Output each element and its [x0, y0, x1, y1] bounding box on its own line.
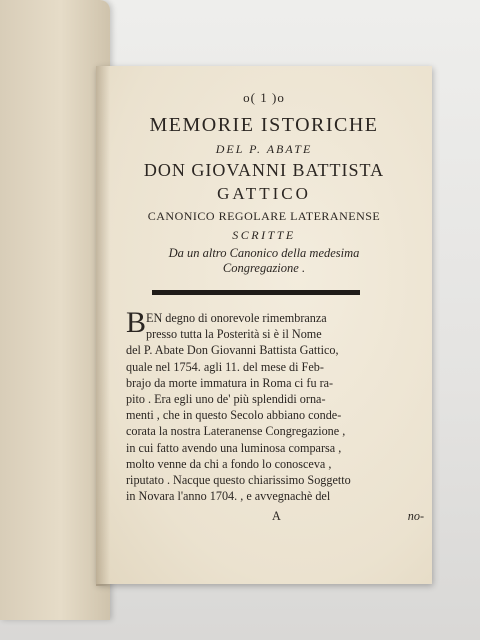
- title-line-1: MEMORIE ISTORICHE: [149, 114, 379, 136]
- body-line: molto venne da chi a fondo lo conosceva ,: [126, 456, 332, 471]
- ornamental-rule: [152, 290, 360, 295]
- first-line-text: EN degno di onorevole rimembranza: [146, 311, 327, 325]
- body-line: menti , che in questo Secolo abbiano conde-: [126, 408, 342, 423]
- body-line: in cui fatto avendo una luminosa comparsa ,: [126, 440, 342, 455]
- body-line: riputato . Nacque questo chiarissimo Soggetto: [126, 472, 351, 487]
- spine-shadow: [96, 66, 110, 586]
- page-number: o( 1 )o: [243, 90, 285, 105]
- body-line: corata la nostra Lateranense Congregazione ,: [126, 424, 346, 439]
- body-line: quale nel 1754. agli 11. del mese di Feb-: [126, 359, 324, 374]
- title-line-4: GATTICO: [217, 184, 311, 203]
- page-footer: [126, 509, 424, 525]
- body-line: del P. Abate Don Giovanni Battista Gattico,: [126, 343, 339, 358]
- body-line: pito . Era egli uno de' più splendidi orna-: [126, 391, 326, 406]
- drop-cap: B: [126, 306, 147, 339]
- body-line: in Novara l'anno 1704. , e avvegnachè del: [126, 489, 331, 504]
- title-line-7: Da un altro Canonico della medesima: [168, 246, 360, 260]
- body-line: brajo da morte immatura in Roma ci fu ra-: [126, 375, 334, 390]
- catchword: no-: [407, 509, 424, 523]
- body-text: [126, 306, 424, 504]
- title-line-5: CANONICO REGOLARE LATERANENSE: [147, 209, 381, 223]
- signature-mark: A: [272, 509, 281, 523]
- left-page: [0, 0, 110, 620]
- title-line-8: Congregazione .: [222, 261, 306, 275]
- book-page: [96, 66, 432, 584]
- title-line-2: DEL P. ABATE: [215, 142, 313, 156]
- title-line-6: SCRITTE: [232, 228, 296, 242]
- title-line-3: DON GIOVANNI BATTISTA: [143, 160, 385, 180]
- body-line: presso tutta la Posterità si è il Nome: [146, 327, 322, 342]
